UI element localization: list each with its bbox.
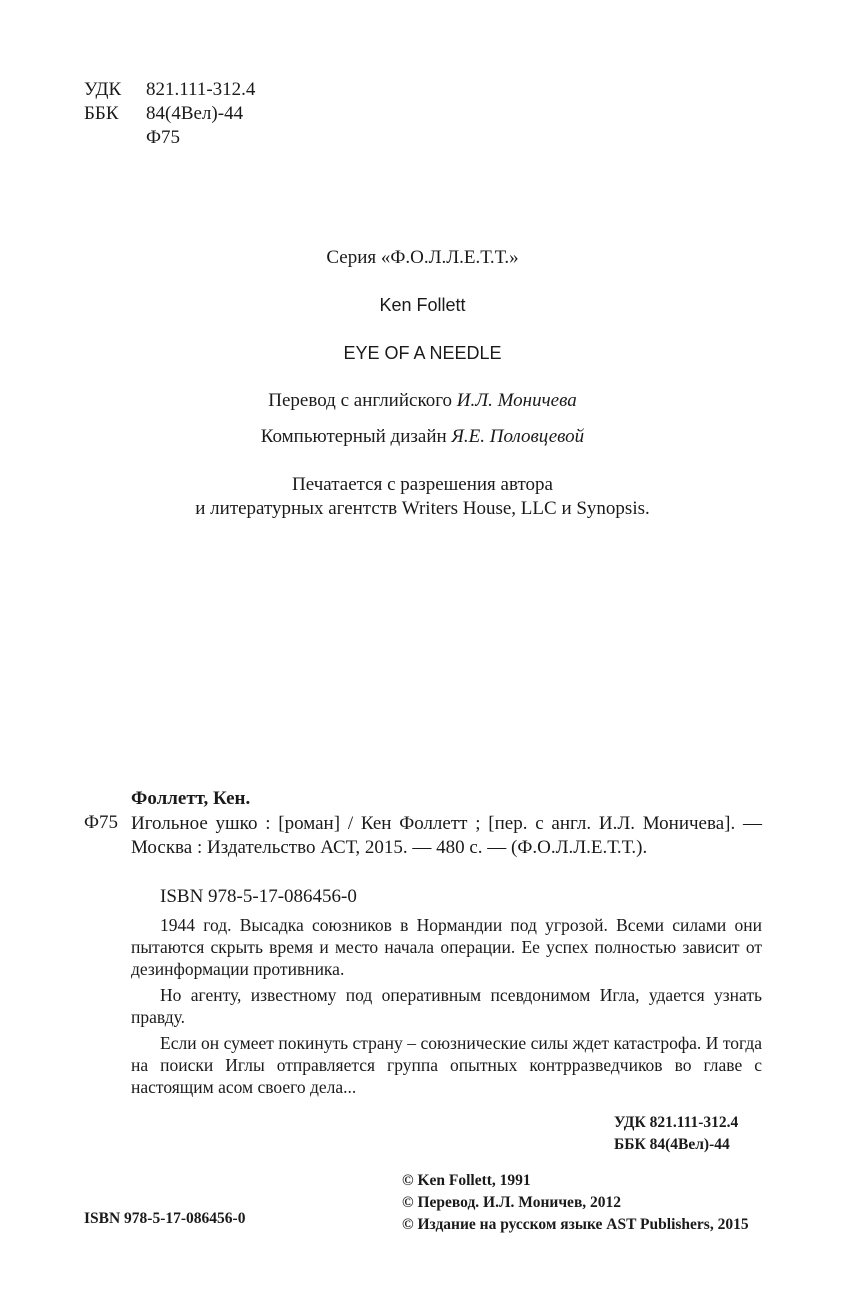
copyright-edition: © Издание на русском языке AST Publishers, 2015: [402, 1216, 749, 1233]
bibliography-code: Ф75: [84, 812, 119, 833]
copyright-translation: © Перевод. И.Л. Моничев, 2012: [402, 1194, 622, 1211]
bibliography-isbn: ISBN 978-5-17-086456-0: [160, 886, 357, 907]
annotation-paragraph: 1944 год. Высадка союзников в Нормандии под угрозой. Всеми силами они пытаются скрыть время и место начала операции. Ее успех полностью зависит от дезинформации противника.: [131, 915, 762, 979]
bbk-row: [84, 102, 255, 126]
bbk-value: 84(4Вел)-44: [146, 103, 244, 124]
udk-row: [84, 78, 255, 102]
author-sign-label: [84, 126, 146, 150]
udk-label: УДК: [84, 79, 122, 100]
udk-bold: УДК 821.111-312.4: [614, 1114, 739, 1131]
design-credit: [0, 426, 845, 448]
designer-name: Я.Е. Половцевой: [451, 426, 585, 447]
annotation-paragraph: Но агенту, известному под оперативным псевдонимом Игла, удается узнать правду.: [131, 985, 762, 1027]
annotation-paragraph: Если он сумеет покинуть страну – союзнические силы ждет катастрофа. И тогда на поиски Иглы отправляется группа опытных контрразведчиков во главе с настоящим асом своего дела...: [131, 1033, 762, 1097]
author-sign-row: [84, 126, 255, 150]
isbn-bottom: ISBN 978-5-17-086456-0: [84, 1210, 246, 1227]
classification-bold: [614, 1112, 738, 1156]
original-author: Ken Follett: [379, 295, 466, 315]
annotation: [131, 914, 762, 1102]
original-title: EYE OF A NEEDLE: [343, 343, 502, 363]
permission-line-2: и литературных агентств Writers House, LLC и Synopsis.: [195, 498, 650, 519]
translation-credit: [0, 390, 845, 412]
design-label: Компьютерный дизайн: [260, 426, 447, 447]
copyright-block: [402, 1170, 749, 1236]
copyright-author: © Ken Follett, 1991: [402, 1172, 531, 1189]
udk-value: 821.111-312.4: [146, 79, 256, 100]
series-title: Серия «Ф.О.Л.Л.Е.Т.Т.»: [326, 247, 519, 268]
translation-label: Перевод с английского: [268, 390, 453, 411]
bbk-bold: ББК 84(4Вел)-44: [614, 1136, 730, 1153]
bibliography-author: Фоллетт, Кен.: [131, 788, 251, 809]
translator-name: И.Л. Моничева: [456, 390, 577, 411]
classification-codes: [84, 78, 255, 150]
author-sign-value: Ф75: [146, 127, 181, 148]
bibliography-description: Игольное ушко : [роман] / Кен Фоллетт ; [пер. с англ. И.Л. Моничева]. — Москва : Издательство АСТ, 2015. — 480 с. — (Ф.О.Л.Л.Е.Т.Т.).: [131, 813, 762, 858]
bbk-label: ББК: [84, 103, 119, 124]
permission-line-1: Печатается с разрешения автора: [292, 474, 553, 495]
